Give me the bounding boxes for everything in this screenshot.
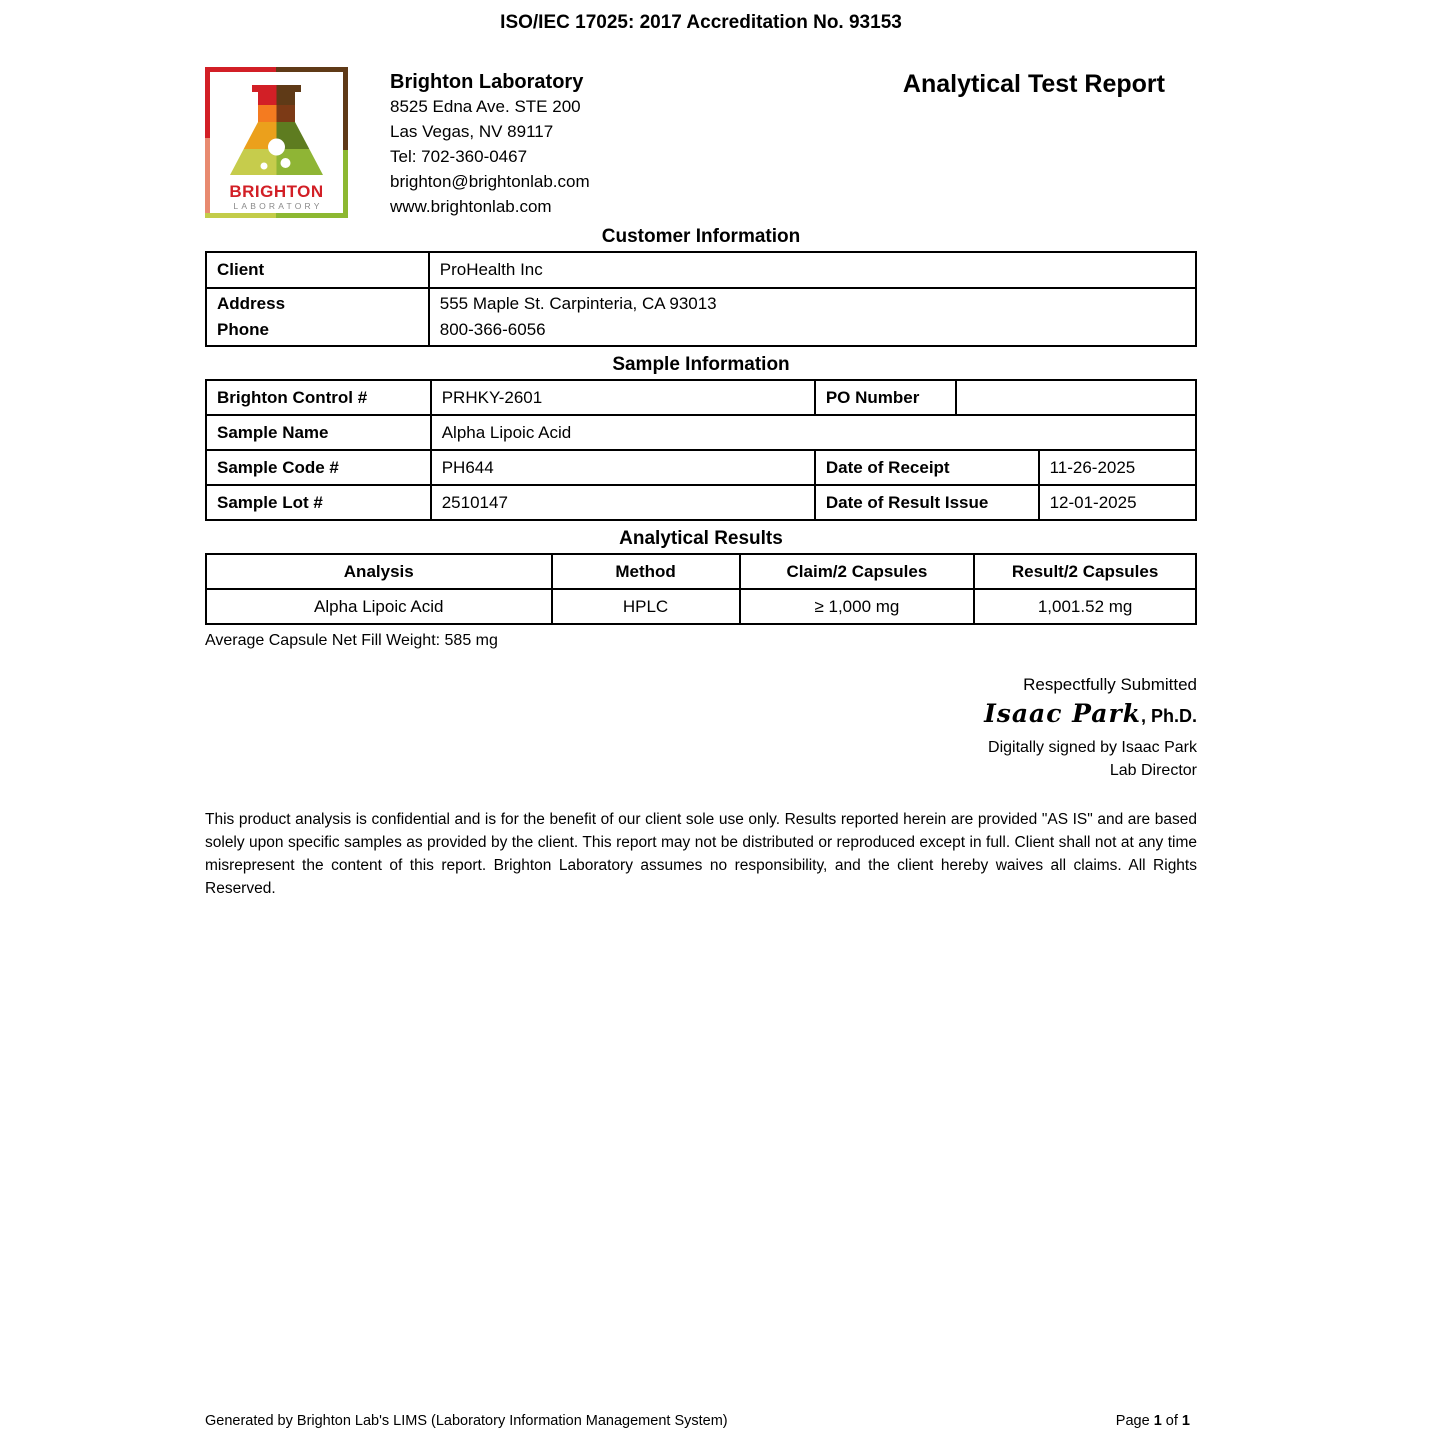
lab-address-line1: 8525 Edna Ave. STE 200 (390, 97, 581, 116)
result-value-cell: 1,001.52 mg (974, 589, 1196, 624)
sample-name-label-cell: Sample Name (206, 415, 431, 450)
analysis-column-header: Analysis (206, 554, 552, 589)
report-page (205, 0, 1197, 900)
average-fill-weight-note: Average Capsule Net Fill Weight: 585 mg (205, 632, 498, 649)
lab-address-line2: Las Vegas, NV 89117 (390, 122, 554, 141)
signature-role-text: Lab Director (1109, 762, 1197, 779)
address-value: 555 Maple St. Carpinteria, CA 93013 (439, 294, 717, 313)
lab-logo-graphic (205, 67, 348, 218)
issue-label-cell: Date of Result Issue (815, 485, 1039, 520)
table-row (206, 450, 1196, 485)
issue-value-cell: 12-01-2025 (1039, 485, 1196, 520)
signature-name-line (205, 699, 1197, 731)
sample-code-value-cell: PH644 (431, 450, 815, 485)
lab-info-block (390, 67, 590, 219)
footer-page-indicator (1116, 1413, 1190, 1429)
analysis-value-cell: Alpha Lipoic Acid (206, 589, 552, 624)
footer-generated-text: Generated by Brighton Lab's LIMS (Laboratory Information Management System) (205, 1413, 728, 1429)
table-row (206, 380, 1196, 415)
phone-label: Phone (217, 320, 269, 339)
table-row (206, 589, 1196, 624)
address-phone-label-cell (206, 288, 429, 346)
footer-page-number: 1 (1153, 1413, 1162, 1429)
method-value-cell: HPLC (552, 589, 740, 624)
lab-email: brighton@brightonlab.com (390, 172, 590, 191)
lab-phone: Tel: 702-360-0467 (390, 147, 528, 166)
footer-page-of: of (1161, 1413, 1182, 1429)
address-label: Address (217, 294, 286, 313)
lab-website: www.brightonlab.com (390, 197, 552, 216)
table-row (206, 415, 1196, 450)
table-row (206, 252, 1196, 288)
analytical-results-heading: Analytical Results (619, 528, 783, 549)
footer-page-prefix: Page (1115, 1413, 1154, 1429)
signature-script-name: Isaac Park (984, 699, 1141, 728)
claim-column-header: Claim/2 Capsules (740, 554, 975, 589)
page-footer (205, 1413, 1190, 1429)
receipt-value-cell: 11-26-2025 (1039, 450, 1196, 485)
po-label-cell: PO Number (815, 380, 957, 415)
sample-code-label-cell: Sample Code # (206, 450, 431, 485)
control-label-cell: Brighton Control # (206, 380, 431, 415)
signature-digital-text: Digitally signed by Isaac Park (988, 739, 1197, 756)
sample-lot-value-cell: 2510147 (431, 485, 815, 520)
address-phone-value-cell (429, 288, 1196, 346)
phone-value: 800-366-6056 (439, 320, 546, 339)
disclaimer-text: This product analysis is confidential and is for the benefit of our client sole use only. Results reported herein are provided "AS IS" and are based solely upon specific samples as provided by the client. This report may not be distributed or reproduced except in full. Client shall not at any time misrepresent the content of this report. Brighton Laboratory assumes no responsibility, and the client hereby waives all claims. All Rights Reserved. (205, 811, 1197, 897)
signature-submitted-text: Respectfully Submitted (1023, 675, 1197, 694)
analytical-results-table (205, 553, 1197, 625)
customer-info-table (205, 251, 1197, 347)
client-value-cell: ProHealth Inc (429, 252, 1196, 288)
control-value-cell: PRHKY-2601 (431, 380, 815, 415)
signature-credentials: , Ph.D. (1140, 706, 1197, 726)
footer-page-total: 1 (1181, 1413, 1190, 1429)
report-title: Analytical Test Report (902, 70, 1165, 98)
sample-lot-label-cell: Sample Lot # (206, 485, 431, 520)
accreditation-line: ISO/IEC 17025: 2017 Accreditation No. 93153 (500, 12, 902, 33)
flask-icon (230, 85, 323, 175)
result-column-header: Result/2 Capsules (974, 554, 1196, 589)
claim-value-cell: ≥ 1,000 mg (740, 589, 975, 624)
table-row (206, 485, 1196, 520)
sample-info-table (205, 379, 1197, 521)
method-column-header: Method (552, 554, 740, 589)
table-row (206, 288, 1196, 346)
client-label-cell: Client (206, 252, 429, 288)
sample-name-value-cell: Alpha Lipoic Acid (431, 415, 1196, 450)
table-header-row (206, 554, 1196, 589)
signature-block (205, 673, 1197, 782)
logo-sub-text: LABORATORY (233, 201, 323, 211)
customer-info-heading: Customer Information (601, 226, 801, 247)
receipt-label-cell: Date of Receipt (815, 450, 1039, 485)
sample-info-heading: Sample Information (612, 354, 790, 375)
lab-name: Brighton Laboratory (390, 71, 584, 93)
logo-brand-text: BRIGHTON (229, 182, 324, 201)
lab-logo (205, 67, 348, 218)
po-value-cell (956, 380, 1196, 415)
report-header (205, 67, 1197, 219)
